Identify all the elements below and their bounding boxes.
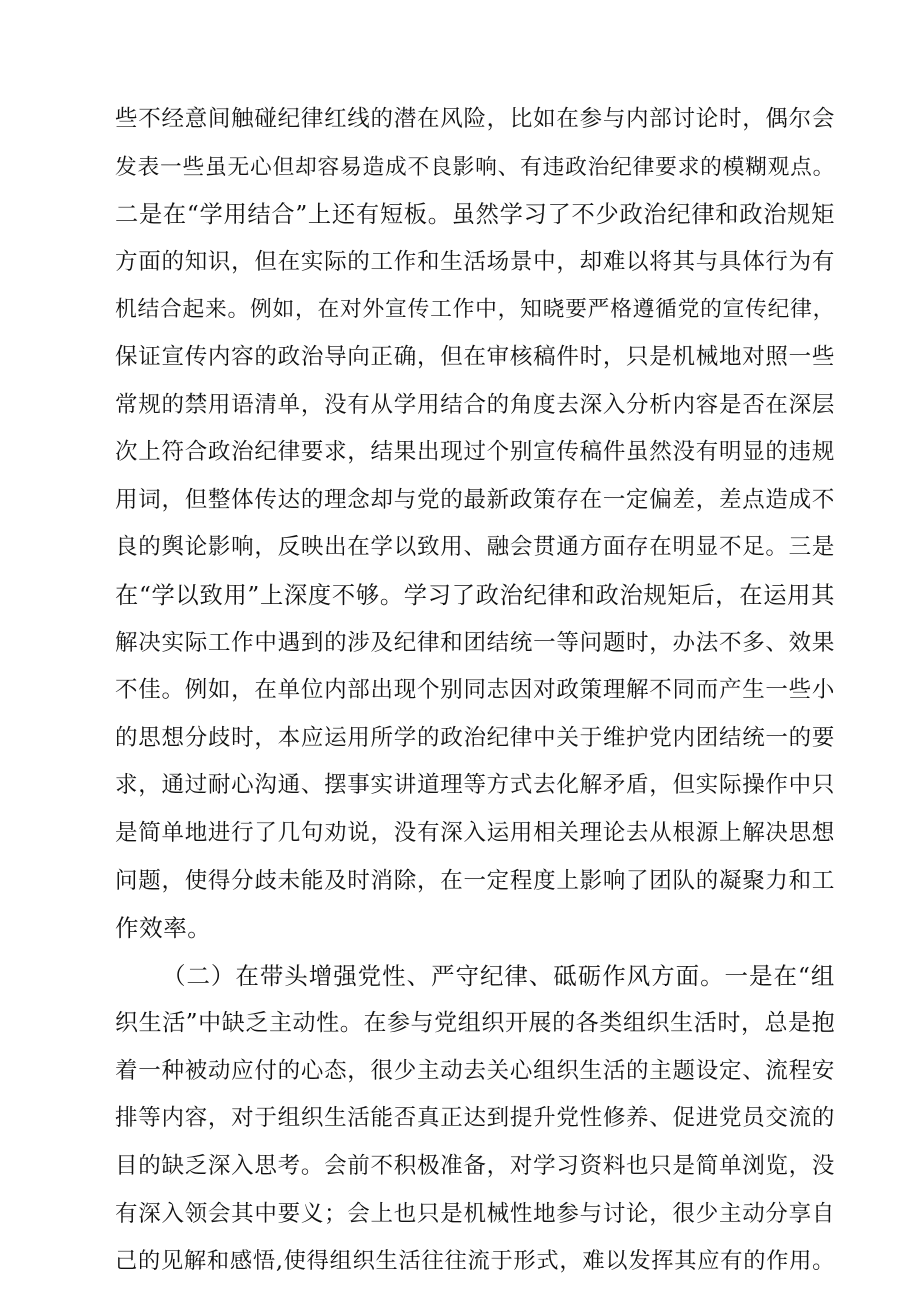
text-line: 排等内容，对于组织生活能否真正达到提升党性修养、促进党员交流的 [115,1105,835,1132]
text-line: 的思想分歧时，本应运用所学的政治纪律中关于维护党内团结统一的要 [115,724,835,751]
text-line: 问题，使得分歧未能及时消除，在一定程度上影响了团队的凝聚力和工 [115,867,835,894]
text-line: 着一种被动应付的心态，很少主动去关心组织生活的主题设定、流程安 [115,1057,835,1084]
text-line: 机结合起来。例如，在对外宣传工作中，知晓要严格遵循党的宣传纪律， [115,297,835,323]
document-body [115,96,835,1286]
text-line: 在“学以致用”上深度不够。学习了政治纪律和政治规矩后，在运用其 [115,581,835,609]
text-line: 有深入领会其中要义；会上也只是机械性地参与讨论，很少主动分享自 [115,1200,835,1227]
section-heading-line: （二）在带头增强党性、严守纪律、砥砺作风方面。一是在“组 [162,961,835,990]
text-line: 用词，但整体传达的理念却与党的最新政策存在一定偏差，差点造成不 [115,486,835,513]
text-line: 二是在“学用结合”上还有短板。虽然学习了不少政治纪律和政治规矩 [115,201,835,229]
text-line: 织生活”中缺乏主动性。在参与党组织开展的各类组织生活时，总是抱 [115,1010,835,1037]
text-line: 发表一些虽无心但却容易造成不良影响、有违政治纪律要求的模糊观点。 [115,154,835,180]
text-line: 求，通过耐心沟通、摆事实讲道理等方式去化解矛盾，但实际操作中只 [115,772,835,799]
text-line: 方面的知识，但在实际的工作和生活场景中，却难以将其与具体行为有 [115,248,835,275]
text-line: 解决实际工作中遇到的涉及纪律和团结统一等问题时，办法不多、效果 [115,629,835,656]
text-line: 是简单地进行了几句劝说，没有深入运用相关理论去从根源上解决思想 [115,819,835,846]
text-line: 不佳。例如，在单位内部出现个别同志因对政策理解不同而产生一些小 [115,677,835,704]
text-line: 些不经意间触碰纪律红线的潜在风险，比如在参与内部讨论时，偶尔会 [115,106,835,132]
text-line: 保证宣传内容的政治导向正确，但在审核稿件时，只是机械地对照一些 [115,343,835,370]
text-line: 次上符合政治纪律要求，结果出现过个别宣传稿件虽然没有明显的违规 [115,439,835,466]
text-line: 良的舆论影响，反映出在学以致用、融会贯通方面存在明显不足。三是 [115,534,835,561]
text-line: 常规的禁用语清单，没有从学用结合的角度去深入分析内容是否在深层 [115,391,835,418]
text-line: 己的见解和感悟,使得组织生活往往流于形式，难以发挥其应有的作用。 [115,1248,835,1275]
text-line: 目的缺乏深入思考。会前不积极准备，对学习资料也只是简单浏览，没 [115,1153,835,1180]
paragraph-end-line: 作效率。 [115,914,212,943]
